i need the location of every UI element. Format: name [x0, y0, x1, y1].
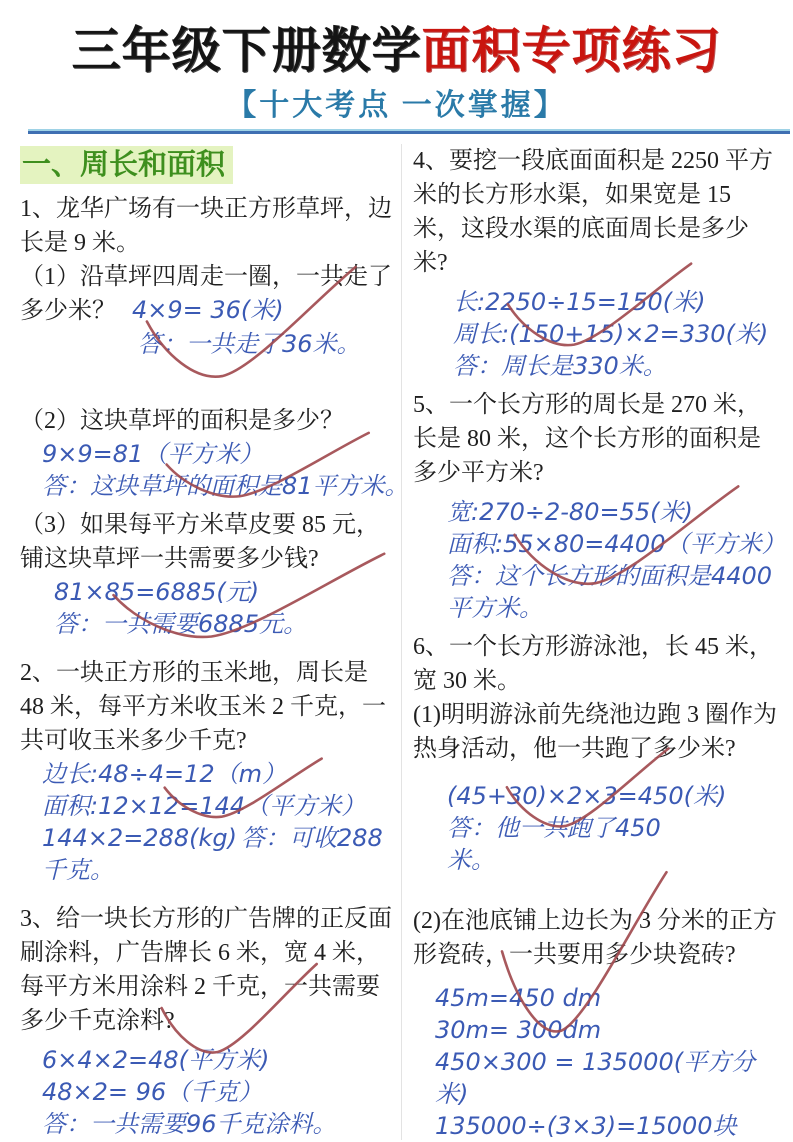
problem-6-part1-work: (45+30)×2×3=450(米): [447, 782, 727, 811]
worksheet-columns: [0, 134, 793, 1142]
problem-1-stem: 1、龙华广场有一块正方形草坪，边长是 9 米。: [20, 196, 392, 257]
problem-6-part2-work2: 30m= 300dm: [435, 1016, 602, 1045]
problem-3-work2: 48×2= 96（千克）: [42, 1078, 263, 1107]
problem-1-part1-answer: 答：一共走了36米。: [138, 330, 361, 359]
problem-1-part3-work: 81×85=6885(元): [54, 578, 260, 607]
problem-6-part2-work4: 135000÷(3×3)=15000块: [435, 1112, 737, 1141]
problem-4-answer: 答：周长是330米。: [453, 352, 667, 381]
problem-5-work1: 宽:270÷2-80=55(米): [447, 498, 693, 527]
problem-6-stem: 6、一个长方形游泳池，长 45 米，宽 30 米。: [413, 634, 773, 695]
problem-5-stem: 5、一个长方形的周长是 270 米，长是 80 米，这个长方形的面积是多少平方米?: [413, 392, 761, 487]
problem-5-answer: 答：这个长方形的面积是4400平方米。: [447, 562, 773, 623]
problem-5-work2: 面积:55×80=4400（平方米）: [447, 530, 786, 559]
problem-1-part1-question: （1）沿草坪四周走一圈，一共走了多少米？: [20, 264, 392, 325]
page-title-black: 三年级下册数学: [71, 21, 422, 79]
problem-2-answer: 答：可收288千克。: [42, 824, 383, 885]
problem-1-part2-work: 9×9=81（平方米）: [42, 440, 264, 469]
problem-1-part3-answer: 答：一共需要6885元。: [54, 610, 308, 639]
problem-4-stem: 4、要挖一段底面面积是 2250 平方米的长方形水渠，如果宽是 15 米，这段水渠的底面周长是多少米?: [413, 148, 773, 277]
problem-3-stem: 3、给一块长方形的广告牌的正反面刷涂料，广告牌长 6 米，宽 4 米，每平方米用涂料 2 千克，一共需要多少千克涂料?: [20, 906, 392, 1035]
problem-6-part2-question: (2)在池底铺上边长为 3 分米的正方形瓷砖，一共要用多少块瓷砖?: [413, 908, 777, 969]
problem-6-part2-work1: 45m=450 dm: [435, 984, 602, 1013]
page-subtitle: 【十大考点 一次掌握】: [226, 89, 567, 123]
problem-4-work1: 长:2250÷15=150(米): [453, 288, 706, 317]
page-title: [0, 22, 793, 78]
page-title-red: 面积专项练习: [421, 21, 722, 79]
problem-2-work3-and-answer: [42, 822, 395, 886]
problem-2-work2: 面积:12×12=144（平方米）: [42, 792, 366, 821]
problem-3-answer: 答：一共需要96千克涂料。: [42, 1110, 337, 1139]
problem-1-part3-question: （3）如果每平方米草皮要 85 元，铺这块草坪一共需要多少钱?: [20, 512, 380, 573]
problem-1-part2-answer: 答：这块草坪的面积是81平方米。: [42, 472, 409, 501]
problem-6-part1-answer: 答：他一共跑了450 米。: [447, 814, 661, 875]
section-1-header: 一、周长和面积: [20, 146, 233, 184]
problem-1-part1-work: 4×9= 36(米): [132, 296, 284, 325]
problem-2-work1: 边长:48÷4=12（m）: [42, 760, 287, 789]
problem-6-part1-question: (1)明明游泳前先绕池边跑 3 圈作为热身活动，他一共跑了多少米?: [413, 702, 777, 763]
problem-1-part1: [20, 260, 395, 328]
problem-2-stem: 2、一块正方形的玉米地，周长是 48 米，每平方米收玉米 2 千克，一共可收玉米多少千克?: [20, 660, 386, 755]
right-column: [402, 144, 786, 1142]
problem-3-work1: 6×4×2=48(平方米): [42, 1046, 270, 1075]
problem-2-work3: 144×2=288(kg): [42, 824, 237, 853]
problem-1-part2-question: （2）这块草坪的面积是多少？: [20, 408, 344, 435]
problem-6-part2-work3: 450×300 = 135000(平方分米): [435, 1048, 756, 1109]
problem-4-work2: 周长:(150+15)×2=330(米): [453, 320, 769, 349]
left-column: [20, 144, 409, 1140]
worksheet-header: [0, 0, 793, 124]
